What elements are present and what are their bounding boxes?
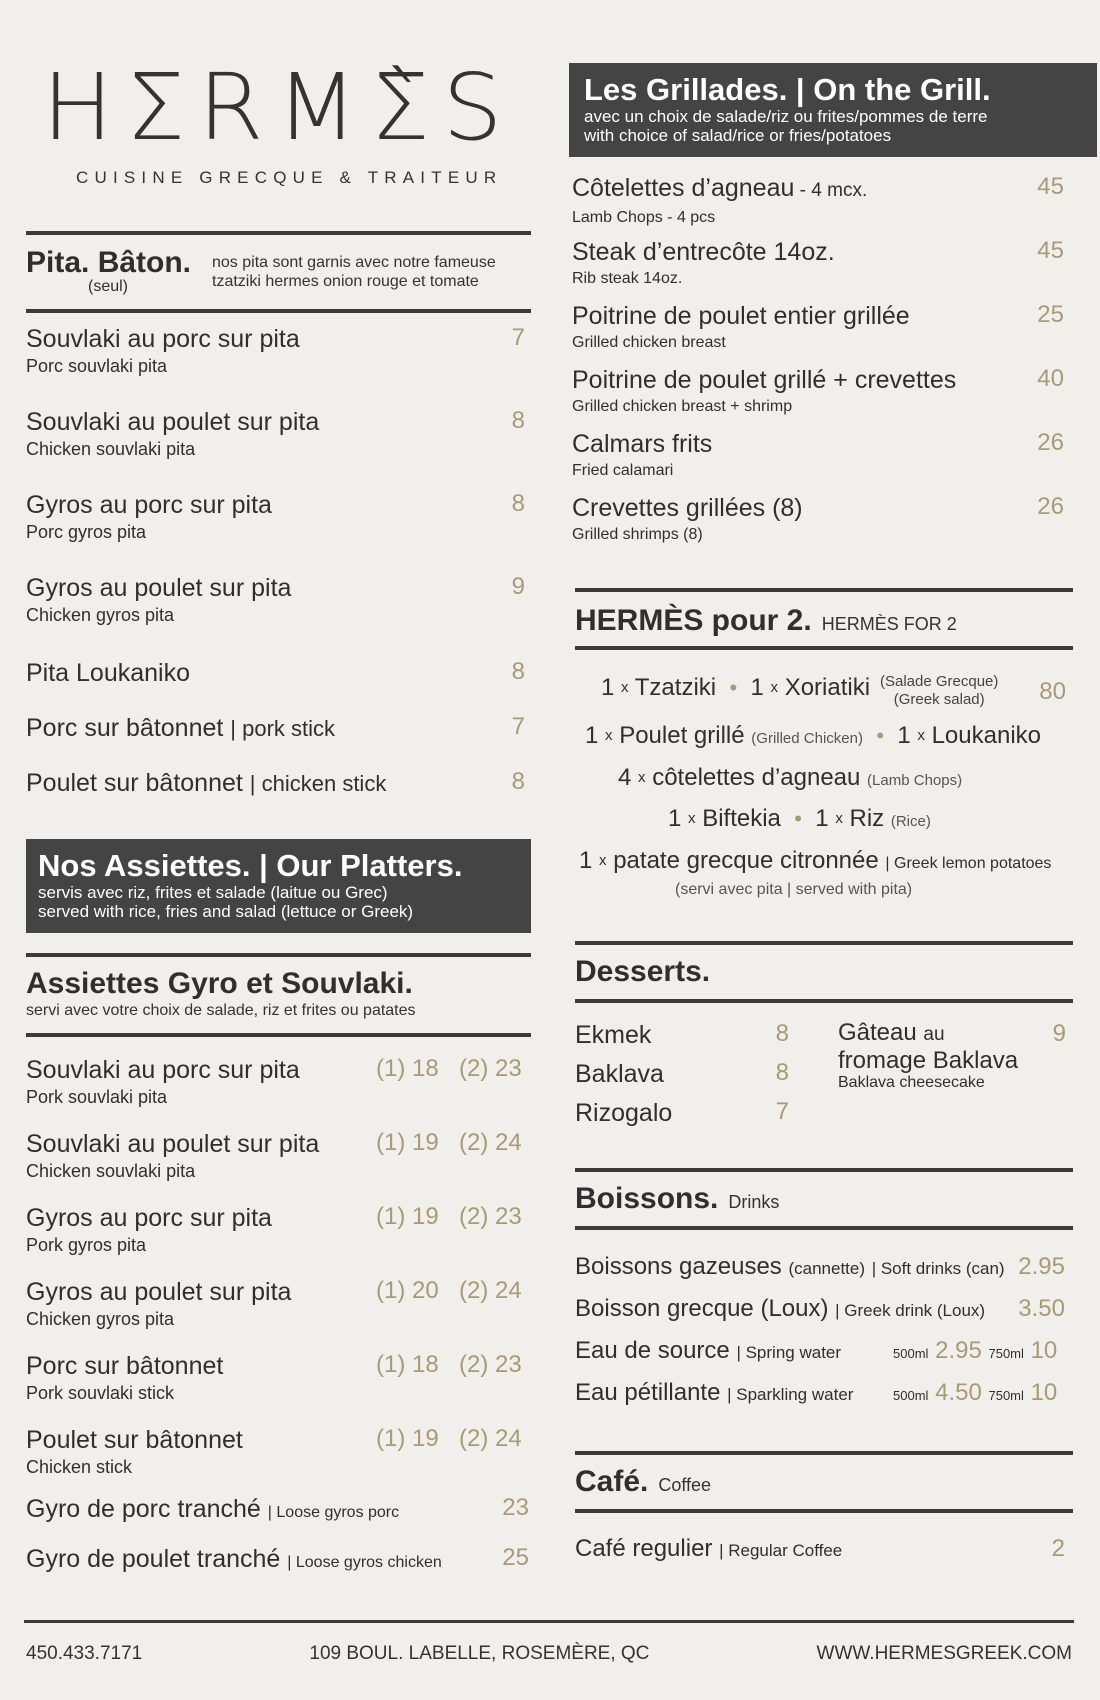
item-name: Côtelettes d’agneau xyxy=(572,174,795,202)
price-single: (1) 20 xyxy=(376,1277,439,1304)
price-single: (1) 19 xyxy=(376,1203,439,1230)
list-item xyxy=(572,237,1072,301)
price-double: (2) 24 xyxy=(459,1425,522,1452)
list-item xyxy=(572,301,1072,365)
list-item xyxy=(572,365,1072,429)
item-name: Ekmek xyxy=(575,1021,652,1049)
dessert-cheesecake: Gâteau au fromage Baklava Baklava cheesecake 9 xyxy=(838,1019,1066,1091)
grill-note-en: with choice of salad/rice or fries/potatoes xyxy=(584,126,892,145)
list-item: Café regulier | Regular Coffee 2 xyxy=(575,1535,1065,1562)
footer-address: 109 BOUL. LABELLE, ROSEMÈRE, QC xyxy=(309,1643,650,1664)
item-english: | chicken stick xyxy=(249,771,387,796)
item-english: Pork souvlaki pita xyxy=(26,1087,168,1107)
item-price: 40 xyxy=(1037,365,1064,392)
item-name: Souvlaki au poulet sur pita xyxy=(26,1130,320,1158)
item-name: Poitrine de poulet grillé + crevettes xyxy=(572,366,957,394)
item-price: 8 xyxy=(511,407,525,434)
pita-subtitle: (seul) xyxy=(88,278,129,295)
item-name: Porc sur bâtonnet xyxy=(26,1352,224,1380)
item-name: Souvlaki au porc sur pita xyxy=(26,1056,300,1084)
for2-section xyxy=(575,588,1073,650)
combo-line-2: 1 $^x$ Poulet grillé (Grilled Chicken) • 1 $^x$ Loukaniko xyxy=(585,722,1041,749)
combo-line-5: 1 $^x$ patate grecque citronnée | Greek lemon potatoes xyxy=(579,847,1052,874)
item-price: 2.95 xyxy=(1018,1253,1065,1280)
combo-tzatziki: Tzatziki xyxy=(634,674,717,701)
item-price: 23 xyxy=(502,1494,529,1521)
list-item: Boissons gazeuses (cannette) | Soft drinks (can) 2.95 xyxy=(575,1253,1065,1280)
item-english: Grilled chicken breast + shrimp xyxy=(572,398,793,415)
xoriatiki-note: (Salade Grecque) (Greek salad) xyxy=(880,673,999,708)
item-english: Lamb Chops - 4 pcs xyxy=(572,209,716,226)
item-price: 2 xyxy=(1051,1535,1065,1562)
drinks-tag: Drinks xyxy=(728,1192,780,1212)
item-price: 9 xyxy=(1052,1020,1066,1047)
footer xyxy=(24,1620,1074,1665)
item-english: Fried calamari xyxy=(572,462,674,479)
grill-banner xyxy=(569,63,1097,157)
item-name: Porc sur bâtonnet xyxy=(26,714,224,742)
item-english: Porc souvlaki pita xyxy=(26,356,168,376)
coffee-section xyxy=(575,1451,1073,1513)
brand-name: HΣRMΣ̀S xyxy=(42,54,515,161)
grill-note-fr: avec un choix de salade/riz ou frites/pommes de terre xyxy=(584,107,988,126)
price-double: (2) 23 xyxy=(459,1055,522,1082)
list-item xyxy=(26,573,531,658)
for2-served-note: (servi avec pita | served with pita) xyxy=(675,881,913,898)
gyro-souvlaki-note: servi avec votre choix de salade, riz et frites ou patates xyxy=(26,1002,416,1019)
item-name: Poitrine de poulet entier grillée xyxy=(572,302,910,330)
item-english: | Loose gyros chicken xyxy=(287,1554,442,1571)
item-name: Gyros au porc sur pita xyxy=(26,491,272,519)
item-english: Chicken stick xyxy=(26,1457,133,1477)
item-name: Poulet sur bâtonnet xyxy=(26,1426,243,1454)
combo-line-4: 1 $^x$ Biftekia • 1 $^x$ Riz (Rice) xyxy=(668,805,931,832)
item-price: 7 xyxy=(775,1098,789,1125)
list-item xyxy=(26,1351,531,1425)
grill-list xyxy=(572,173,1072,553)
coffee-tag: Coffee xyxy=(658,1475,712,1495)
for2-tag: HERMÈS FOR 2 xyxy=(821,614,957,634)
footer-website[interactable]: WWW.HERMESGREEK.COM xyxy=(816,1643,1072,1664)
desserts-title: Desserts. xyxy=(575,955,711,988)
drinks-title: Boissons. xyxy=(575,1182,719,1215)
price-double: (2) 24 xyxy=(459,1129,522,1156)
price-double: (2) 23 xyxy=(459,1351,522,1378)
item-name: Baklava xyxy=(575,1060,664,1088)
item-price: 45 xyxy=(1037,237,1064,264)
item-name-detail: - 4 mcx. xyxy=(794,180,868,201)
item-name: Crevettes grillées (8) xyxy=(572,494,803,522)
item-price: 8 xyxy=(511,768,525,795)
item-name: Gyro de poulet tranché xyxy=(26,1545,281,1573)
item-english: Grilled chicken breast xyxy=(572,334,726,351)
platters-note-en: served with rice, fries and salad (lettuce or Greek) xyxy=(38,902,414,921)
price-double: (2) 23 xyxy=(459,1203,522,1230)
drinks-section xyxy=(575,1168,1073,1230)
for2-title: HERMÈS pour 2. xyxy=(575,604,812,637)
desserts-section xyxy=(575,941,1073,1003)
pita-note: nos pita sont garnis avec notre fameuse tzatziki hermes onion rouge et tomate xyxy=(212,254,496,290)
item-english: Pork souvlaki stick xyxy=(26,1383,175,1403)
platters-title: Nos Assiettes. | Our Platters. xyxy=(38,848,463,883)
coffee-title: Café. xyxy=(575,1465,649,1498)
item-price: 8 xyxy=(511,658,525,685)
list-item xyxy=(26,713,531,768)
list-item xyxy=(26,407,531,490)
item-price: 8 xyxy=(775,1059,789,1086)
list-item xyxy=(572,429,1072,493)
list-item xyxy=(26,1544,531,1584)
item-name: Gyros au poulet sur pita xyxy=(26,574,292,602)
item-price: 7 xyxy=(511,713,525,740)
pita-section xyxy=(26,231,531,313)
item-english: Rib steak 14oz. xyxy=(572,270,683,287)
grill-title: Les Grillades. | On the Grill. xyxy=(584,72,991,107)
item-name: Poulet sur bâtonnet xyxy=(26,769,243,797)
list-item xyxy=(575,1098,795,1137)
item-name: Gyros au poulet sur pita xyxy=(26,1278,292,1306)
platters-note-fr: servis avec riz, frites et salade (laitue ou Grec) xyxy=(38,883,388,902)
footer-phone[interactable]: 450.433.7171 xyxy=(26,1643,143,1664)
item-price: 3.50 xyxy=(1018,1295,1065,1322)
item-name: Pita Loukaniko xyxy=(26,659,191,687)
item-price: 26 xyxy=(1037,429,1064,456)
list-item: Boisson grecque (Loux) | Greek drink (Loux) 3.50 xyxy=(575,1295,1065,1322)
list-item xyxy=(26,324,531,407)
item-english: Chicken souvlaki pita xyxy=(26,439,196,459)
list-item xyxy=(26,1425,531,1494)
list-item xyxy=(26,768,531,823)
for2-price: 80 xyxy=(1039,678,1066,705)
item-price: 26 xyxy=(1037,493,1064,520)
gyro-souvlaki-title: Assiettes Gyro et Souvlaki. xyxy=(26,967,413,1000)
list-item xyxy=(575,1059,795,1098)
list-item xyxy=(26,490,531,573)
item-price: 9 xyxy=(511,573,525,600)
combo-xoriatiki: Xoriatiki xyxy=(784,674,871,701)
item-price: 45 xyxy=(1037,173,1064,200)
item-name: Rizogalo xyxy=(575,1099,673,1127)
desserts-list xyxy=(575,1020,795,1137)
pita-list xyxy=(26,324,531,823)
item-name: Souvlaki au porc sur pita xyxy=(26,325,300,353)
list-item xyxy=(26,1129,531,1203)
list-item xyxy=(26,1203,531,1277)
item-name: Gyros au porc sur pita xyxy=(26,1204,272,1232)
combo-line-3: 4 $^x$ côtelettes d’agneau (Lamb Chops) xyxy=(618,764,963,791)
item-name: Calmars frits xyxy=(572,430,713,458)
item-name: Steak d’entrecôte 14oz. xyxy=(572,238,835,266)
item-name: Souvlaki au poulet sur pita xyxy=(26,408,320,436)
combo-line-1: 1 $^x$ Tzatziki • 1 $^x$ Xoriatiki xyxy=(601,674,871,701)
gyro-souvlaki-section xyxy=(26,953,531,1037)
item-price: 8 xyxy=(775,1020,789,1047)
price-single: (1) 19 xyxy=(376,1425,439,1452)
list-item xyxy=(572,493,1072,553)
price-single: (1) 19 xyxy=(376,1129,439,1156)
item-name: Gyro de porc tranché xyxy=(26,1495,261,1523)
price-single: (1) 18 xyxy=(376,1055,439,1082)
gyro-souvlaki-list xyxy=(26,1055,531,1584)
price-single: (1) 18 xyxy=(376,1351,439,1378)
brand-logo xyxy=(42,54,515,188)
item-english: | Loose gyros porc xyxy=(267,1504,400,1521)
list-item: Eau de source | Spring water 500ml 2.95 750ml 10 xyxy=(575,1337,1058,1364)
item-price: 25 xyxy=(1037,301,1064,328)
list-item xyxy=(26,1277,531,1351)
item-english: Chicken gyros pita xyxy=(26,605,175,625)
price-double: (2) 24 xyxy=(459,1277,522,1304)
item-english: Porc gyros pita xyxy=(26,522,147,542)
item-english: | pork stick xyxy=(230,716,336,741)
item-price: 7 xyxy=(511,324,525,351)
brand-tagline: CUISINE GRECQUE & TRAITEUR xyxy=(76,168,503,187)
item-english: Pork gyros pita xyxy=(26,1235,147,1255)
list-item: Eau pétillante | Sparkling water 500ml 4.50 750ml 10 xyxy=(575,1379,1058,1406)
item-english: Grilled shrimps (8) xyxy=(572,526,703,543)
item-english: Chicken souvlaki pita xyxy=(26,1161,196,1181)
platters-banner xyxy=(26,839,531,933)
list-item xyxy=(26,1494,531,1544)
list-item xyxy=(26,658,531,713)
item-price: 8 xyxy=(511,490,525,517)
drinks-list xyxy=(575,1252,1073,1420)
list-item xyxy=(575,1020,795,1059)
list-item xyxy=(26,1055,531,1129)
item-price: 25 xyxy=(502,1544,529,1571)
list-item xyxy=(572,173,1072,237)
pita-title: Pita. Bâton. xyxy=(26,246,192,279)
item-english: Chicken gyros pita xyxy=(26,1309,175,1329)
